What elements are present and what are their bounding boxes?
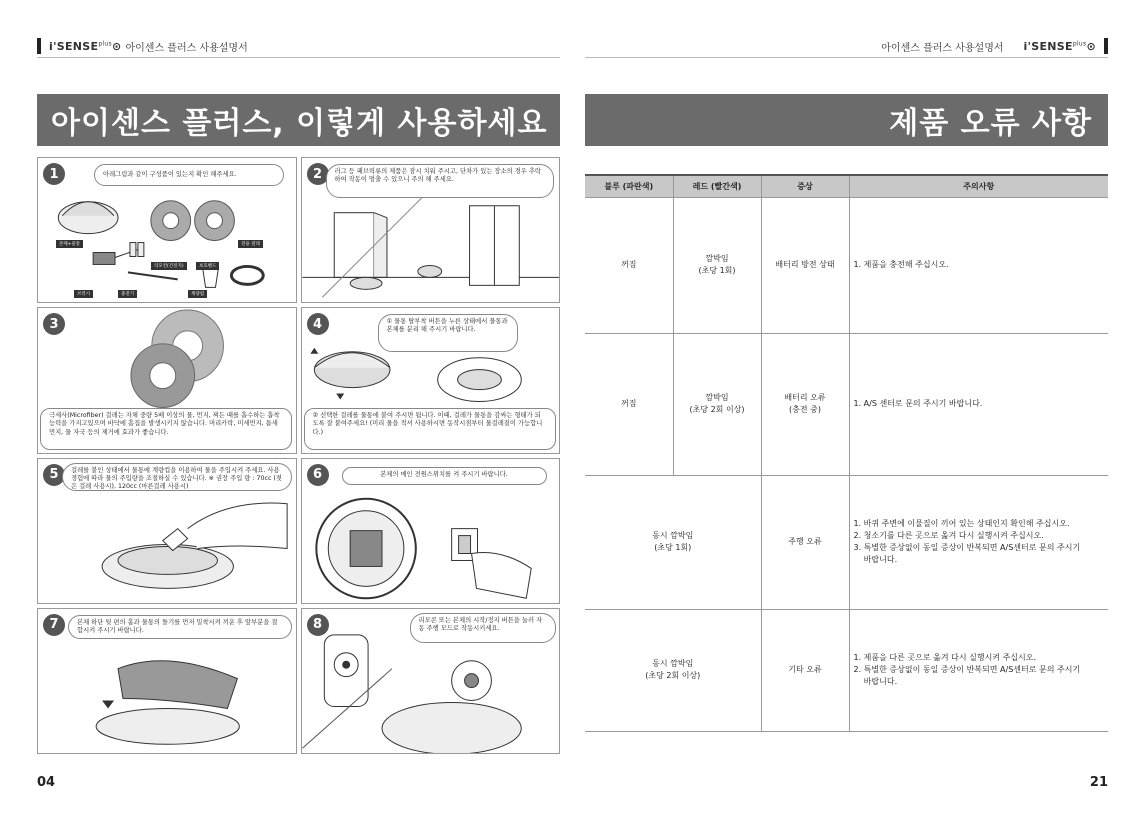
header-divider bbox=[37, 57, 560, 58]
column-header: 블루 (파란색) bbox=[585, 175, 673, 197]
step-1 bbox=[37, 157, 297, 303]
step-text: 걸레를 붙인 상태에서 물통에 계량컵을 이용하여 물을 주입시켜 주세요. 사용경험에 따라 물의 주입량을 조절하실 수 있습니다. ※ 권장 주입 량 : 70cc (젖은 걸레 사용시), 120cc (마른걸레 사용시) bbox=[62, 463, 292, 491]
step-3 bbox=[37, 307, 297, 453]
component-label: 본체+물통 bbox=[56, 240, 83, 248]
component-label: 전용 걸레 bbox=[238, 240, 263, 248]
step-number: 7 bbox=[43, 614, 65, 636]
step-number: 2 bbox=[307, 163, 329, 185]
cell-blue: 꺼짐 bbox=[585, 197, 673, 333]
component-label: 리모컨(건전지) bbox=[151, 262, 187, 270]
brand-logo: $i'SENSE^{plus}⊙$ bbox=[49, 39, 122, 53]
header-bar-icon bbox=[37, 38, 41, 54]
header-right bbox=[881, 36, 1108, 56]
cell-blue-red-merged: 동시 깜박임 (초당 1회) bbox=[585, 475, 761, 609]
step-number: 6 bbox=[307, 464, 329, 486]
step-number: 1 bbox=[43, 163, 65, 185]
component-label: 브러시 bbox=[74, 290, 93, 298]
cell-notes: 1. 제품을 충전해 주십시오. bbox=[849, 197, 1108, 333]
cell-notes: 1. 바퀴 주변에 이물질이 끼어 있는 상태인지 확인해 주십시오. 2. 청소기를 다른 곳으로 옮겨 다시 실행시켜 주십시오. 3. 특별한 증상없이 동일 증상이 반복되면 A/S센터로 문의 주시기 바랍니다. bbox=[849, 475, 1108, 609]
cell-symptom: 배터리 오류 (충전 중) bbox=[761, 333, 849, 475]
column-header: 주의사항 bbox=[849, 175, 1108, 197]
header-bar-icon bbox=[1104, 38, 1108, 54]
step-number: 3 bbox=[43, 313, 65, 335]
cell-symptom: 배터리 방전 상태 bbox=[761, 197, 849, 333]
column-header: 레드 (빨간색) bbox=[673, 175, 761, 197]
component-label: 충전기 bbox=[118, 290, 137, 298]
component-label: 계량컵 bbox=[188, 290, 207, 298]
cell-blue: 꺼짐 bbox=[585, 333, 673, 475]
page-title-right: 제품 오류 사항 bbox=[585, 94, 1108, 146]
cell-notes: 1. A/S 센터로 문의 주시기 바랍니다. bbox=[849, 333, 1108, 475]
page-title-left: 아이센스 플러스, 이렇게 사용하세요 bbox=[37, 94, 560, 146]
steps-grid bbox=[37, 157, 560, 754]
step-number: 5 bbox=[43, 464, 65, 486]
table-header-row bbox=[585, 175, 1108, 197]
header-left bbox=[37, 36, 248, 56]
table-row bbox=[585, 333, 1108, 475]
column-header: 증상 bbox=[761, 175, 849, 197]
brand-logo: $i'SENSE^{plus}⊙$ bbox=[1023, 39, 1096, 53]
step-text: 리모콘 또는 본체의 시작/정지 버튼을 눌러 자동 주행 모드로 작동시키세요. bbox=[410, 613, 556, 643]
cell-red: 깜박임 (초당 1회) bbox=[673, 197, 761, 333]
cell-symptom: 주행 오류 bbox=[761, 475, 849, 609]
cell-symptom: 기타 오류 bbox=[761, 609, 849, 731]
step-5 bbox=[37, 458, 297, 604]
header-subtitle: 아이센스 플러스 사용설명서 bbox=[881, 42, 1004, 54]
header-subtitle: 아이센스 플러스 사용설명서 bbox=[125, 42, 248, 54]
step-text: 아래그림과 같이 구성품이 있는지 확인 해주세요. bbox=[94, 164, 284, 186]
step-number: 8 bbox=[307, 614, 329, 636]
cell-blue-red-merged: 동시 깜박임 (초당 2회 이상) bbox=[585, 609, 761, 731]
page-number-right: 21 bbox=[1089, 775, 1108, 790]
step-text: 극세사(Microfiber) 걸레는 자체 중량 5배 이상의 물, 먼지, 찌든 때를 흡수하는 흡착능력을 가지고있으며 바닥에 흠집을 발생시키지 않습니다. 머리카락, 미세먼지, 틈새먼지, 물 자국 등의 제거에 효과가 좋습니다. bbox=[40, 408, 292, 450]
step-2 bbox=[301, 157, 561, 303]
header-divider bbox=[585, 57, 1108, 58]
table-row bbox=[585, 197, 1108, 333]
step-6 bbox=[301, 458, 561, 604]
component-label: 보호밴드 bbox=[196, 262, 219, 270]
step-4 bbox=[301, 307, 561, 453]
error-table bbox=[585, 174, 1108, 732]
table-row bbox=[585, 609, 1108, 731]
cell-red: 깜박임 (초당 2회 이상) bbox=[673, 333, 761, 475]
step-number: 4 bbox=[307, 313, 329, 335]
page-number-left: 04 bbox=[37, 775, 56, 790]
step-8 bbox=[301, 608, 561, 754]
step-text-2: ② 선택한 걸레를 물통에 붙여 주시면 됩니다. 이때, 걸레가 물통을 감싸는 형태가 되도록 잘 붙여주세요! (미리 물을 적셔 사용하시면 동작시점부터 물걸레질이 가능합니다.) bbox=[304, 408, 556, 450]
step-text: 본체의 메인 전원스위치를 켜 주시기 바랍니다. bbox=[342, 467, 547, 485]
cell-notes: 1. 제품을 다른 곳으로 옮겨 다시 실행시켜 주십시오. 2. 특별한 증상없이 동일 증상이 반복되면 A/S센터로 문의 주시기 바랍니다. bbox=[849, 609, 1108, 731]
table-row bbox=[585, 475, 1108, 609]
step-text: ① 물통 탈부착 버튼을 누른 상태에서 물통과 본체를 분리 해 주시기 바랍니다. bbox=[378, 314, 518, 352]
step-text: 러그 등 패브릭류의 제품은 잠시 치워 주시고, 단차가 있는 장소의 경우 추락하여 작동이 멈출 수 있으니 주의 해 주세요. bbox=[326, 164, 554, 198]
step-7 bbox=[37, 608, 297, 754]
step-text: 본체 하단 뒷 편의 홈과 물통의 돌기를 먼저 밀착시켜 끼운 후 앞부분을 결합시켜 주시기 바랍니다. bbox=[68, 615, 292, 639]
